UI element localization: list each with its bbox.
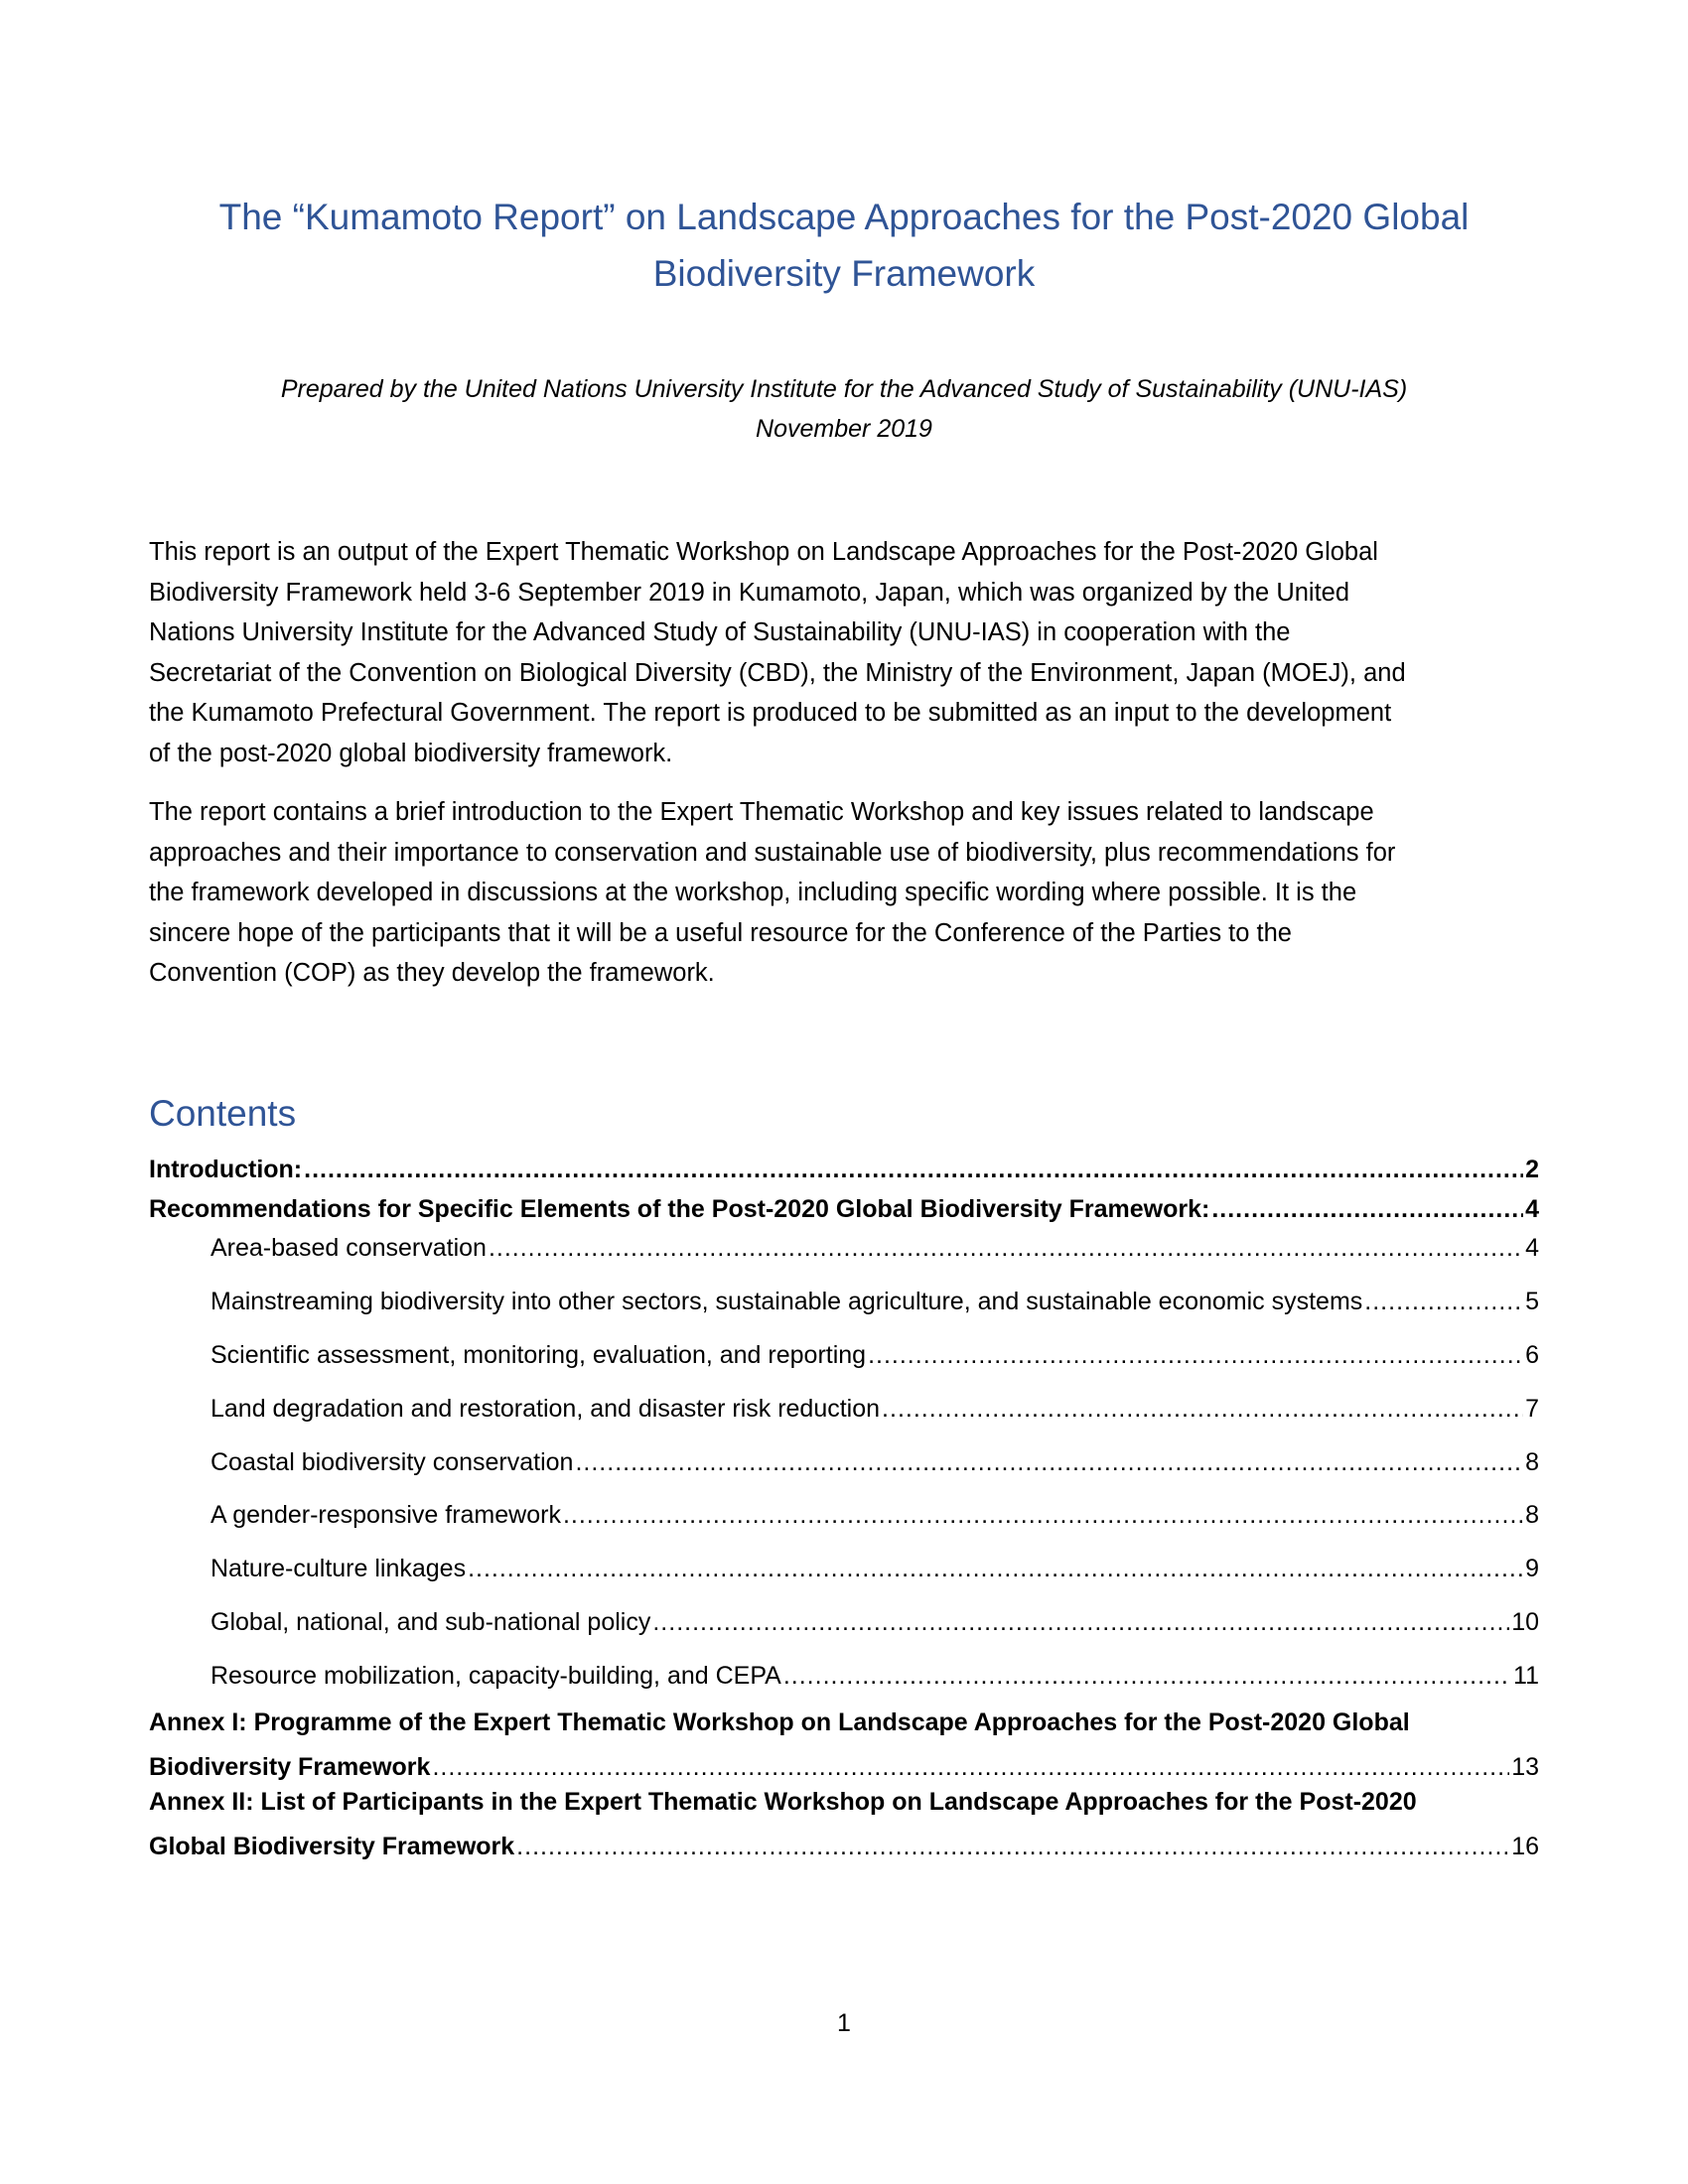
paragraph-line: sincere hope of the participants that it will be a useful resource for the Conference of the Parties to the <box>149 918 1292 947</box>
toc-page-number: 5 <box>1525 1288 1539 1315</box>
toc-entry-area-based-conservation[interactable] <box>211 1223 1539 1263</box>
toc-leader-dots <box>882 1395 1523 1424</box>
report-title-line: The “Kumamoto Report” on Landscape Approaches for the Post-2020 Global <box>218 197 1470 237</box>
toc-entry-policy[interactable] <box>211 1597 1539 1637</box>
toc-page-number: 2 <box>1525 1156 1539 1183</box>
toc-page-number: 16 <box>1511 1833 1539 1860</box>
toc-entry-label: Recommendations for Specific Elements of the Post-2020 Global Biodiversity Framework: <box>149 1195 1210 1223</box>
toc-page-number: 9 <box>1525 1555 1539 1582</box>
paragraph-line: Secretariat of the Convention on Biological Diversity (CBD), the Ministry of the Environment, Japan (MOEJ), and <box>149 658 1406 687</box>
toc-entry-label: Scientific assessment, monitoring, evaluation, and reporting <box>211 1341 867 1369</box>
toc-page-number: 4 <box>1525 1234 1539 1262</box>
toc-leader-dots <box>468 1555 1523 1583</box>
toc-entry-label: Mainstreaming biodiversity into other sectors, sustainable agriculture, and sustainable economic systems <box>211 1288 1363 1315</box>
toc-leader-dots <box>1211 1195 1523 1224</box>
toc-entry-label: Global, national, and sub-national policy <box>211 1608 651 1636</box>
paragraph-line: Biodiversity Framework held 3-6 September 2019 in Kumamoto, Japan, which was organized by the United <box>149 578 1350 607</box>
report-title <box>149 189 1539 302</box>
report-title-line: Biodiversity Framework <box>652 253 1036 294</box>
prepared-by <box>149 369 1539 449</box>
toc-page-number: 11 <box>1513 1662 1539 1690</box>
toc-entry-label: Annex II: List of Participants in the Expert Thematic Workshop on Landscape Approaches for the Post-2020 <box>149 1788 1417 1816</box>
toc-page-number: 6 <box>1525 1341 1539 1369</box>
toc-leader-dots <box>783 1662 1511 1691</box>
summary-paragraph <box>149 792 1539 994</box>
toc-leader-dots <box>575 1448 1523 1477</box>
paragraph-line: This report is an output of the Expert Thematic Workshop on Landscape Approaches for the Post-2020 Global <box>149 538 1378 566</box>
toc-entry-nature-culture[interactable] <box>211 1544 1539 1583</box>
paragraph-line: the Kumamoto Prefectural Government. The report is produced to be submitted as an input to the development <box>149 699 1392 727</box>
toc-entry-label: Area-based conservation <box>211 1234 487 1262</box>
toc-entry-label: Land degradation and restoration, and disaster risk reduction <box>211 1395 881 1423</box>
toc-entry-recommendations[interactable] <box>149 1184 1539 1224</box>
toc-page-number: 4 <box>1525 1195 1539 1223</box>
toc-entry-gender-responsive[interactable] <box>211 1490 1539 1530</box>
page-number: 1 <box>837 2009 851 2037</box>
toc-entry-mainstreaming[interactable] <box>211 1277 1539 1316</box>
toc-leader-dots <box>516 1833 1509 1861</box>
paragraph-line: The report contains a brief introduction to the Expert Thematic Workshop and key issues related to landscape <box>149 798 1374 826</box>
toc-entry-label: Global Biodiversity Framework <box>149 1833 515 1860</box>
toc-leader-dots <box>563 1501 1523 1530</box>
paragraph-line: the framework developed in discussions at the workshop, including specific wording where possible. It is the <box>149 879 1357 906</box>
toc-leader-dots <box>652 1608 1509 1637</box>
prepared-by-line: Prepared by the United Nations University Institute for the Advanced Study of Sustainability (UNU-IAS) <box>280 375 1408 403</box>
toc-entry-annex-2[interactable] <box>149 1782 1539 1861</box>
toc-entry-introduction[interactable] <box>149 1145 1539 1184</box>
toc-leader-dots <box>304 1156 1523 1184</box>
toc-entry-annex-1[interactable] <box>149 1703 1539 1782</box>
contents-heading: Contents <box>149 1093 297 1134</box>
toc-entry-label: Biodiversity Framework <box>149 1753 431 1781</box>
toc-entry-label: Nature-culture linkages <box>211 1555 467 1582</box>
toc-page-number: 8 <box>1525 1501 1539 1529</box>
toc-leader-dots <box>868 1341 1523 1370</box>
toc-entry-label: Coastal biodiversity conservation <box>211 1448 574 1476</box>
toc-entry-label: Resource mobilization, capacity-building, and CEPA <box>211 1662 781 1690</box>
paragraph-line: approaches and their importance to conservation and sustainable use of biodiversity, plus recommendations for <box>149 838 1396 867</box>
toc-entry-label: Annex I: Programme of the Expert Thematic Workshop on Landscape Approaches for the Post-2020 Global <box>149 1708 1410 1736</box>
toc-leader-dots <box>489 1234 1523 1263</box>
toc-entry-label: A gender-responsive framework <box>211 1501 561 1529</box>
toc-entry-land-degradation[interactable] <box>211 1384 1539 1424</box>
intro-paragraph <box>149 532 1539 773</box>
toc-entry-scientific-assessment[interactable] <box>211 1330 1539 1370</box>
toc-leader-dots <box>432 1753 1509 1782</box>
paragraph-line: Nations University Institute for the Advanced Study of Sustainability (UNU-IAS) in cooperation with the <box>149 618 1291 646</box>
toc-page-number: 7 <box>1525 1395 1539 1423</box>
paragraph-line: of the post-2020 global biodiversity framework. <box>149 739 673 767</box>
report-date: November 2019 <box>756 415 932 443</box>
toc-page-number: 8 <box>1525 1448 1539 1476</box>
toc-page-number: 13 <box>1511 1753 1539 1781</box>
toc-entry-label: Introduction: <box>149 1156 303 1183</box>
toc-entry-resource-mobilization[interactable] <box>211 1651 1539 1691</box>
toc-page-number: 10 <box>1511 1608 1539 1636</box>
toc-entry-coastal-biodiversity[interactable] <box>211 1437 1539 1477</box>
paragraph-line: Convention (COP) as they develop the framework. <box>149 959 715 987</box>
toc-leader-dots <box>1364 1288 1523 1316</box>
